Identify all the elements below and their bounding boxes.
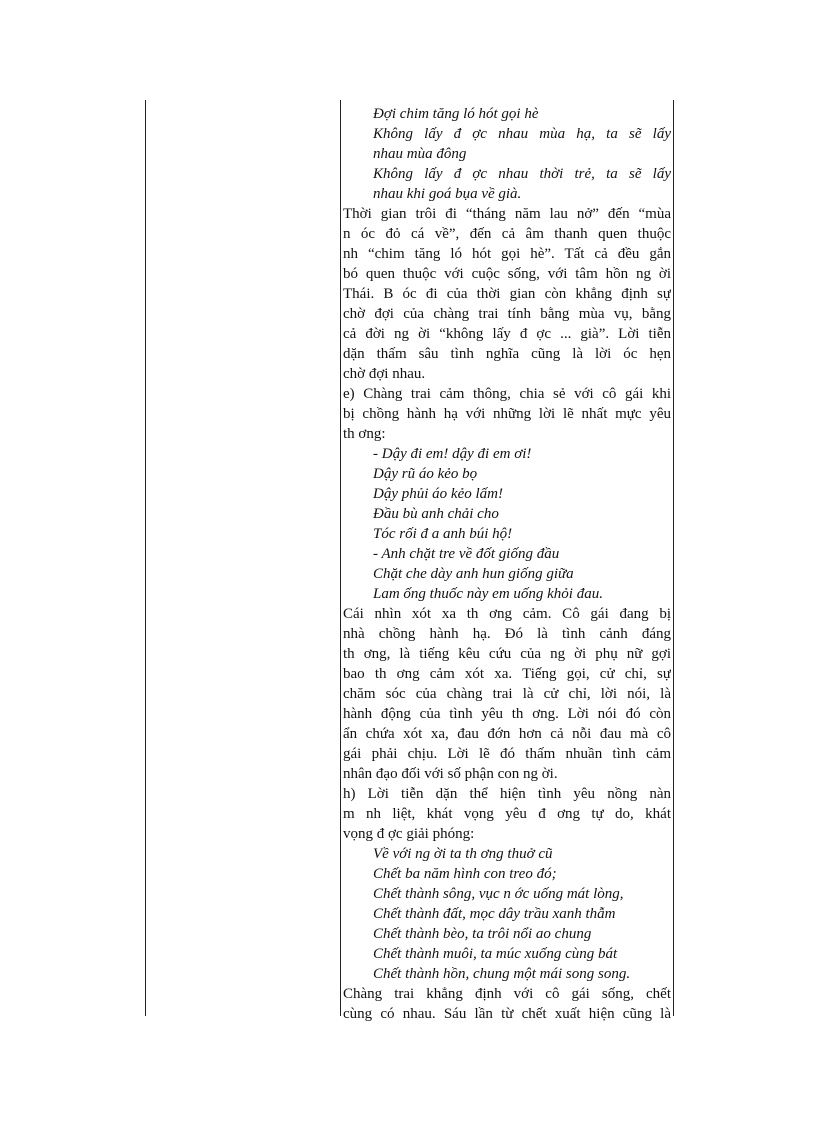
text-line: Tóc rối đ a anh búi hộ! [373, 526, 513, 542]
text-line: th ơng, là tiếng kêu cứu của ng ời phụ nữ gợi [343, 646, 671, 662]
text-line: dặn thấm sâu tình nghĩa cũng là lời óc hẹn [343, 346, 671, 362]
text-line: n óc đỏ cá về”, đến cả âm thanh quen thuộc [343, 226, 671, 242]
text-line: nh “chim tăng ló hót gọi hè”. Tất cả đều gắn [343, 246, 671, 262]
text-line: Chết thành sông, vục n ớc uống mát lòng, [373, 886, 624, 902]
text-line: Thái. B óc đi của thời gian còn khẳng định sự [343, 286, 671, 302]
text-column [343, 104, 671, 1024]
text-line: bao th ơng cảm xót xa. Tiếng gọi, cử chỉ, sự [343, 666, 671, 682]
text-line: chờ đợi nhau. [343, 366, 426, 382]
text-line: e) Chàng trai cảm thông, chia sẻ với cô gái khi [343, 386, 671, 402]
text-line: - Dậy đi em! dậy đi em ơi! [373, 446, 532, 462]
text-line: h) Lời tiễn dặn thể hiện tình yêu nồng nàn [343, 786, 671, 802]
text-line: bó quen thuộc với cuộc sống, với tâm hồn ng ời [343, 266, 671, 282]
table-border-left [145, 100, 146, 1016]
text-line: Lam ống thuốc này em uống khỏi đau. [373, 586, 603, 602]
text-line: Chết ba năm hình con treo đó; [373, 866, 557, 882]
text-line: nhau khi goá bụa về già. [373, 186, 522, 202]
text-line: m nh liệt, khát vọng yêu đ ơng tự do, khát [343, 806, 671, 822]
text-line: Chặt che dày anh hun giống giữa [373, 566, 574, 582]
text-line: vọng đ ợc giải phóng: [343, 826, 475, 842]
text-line: Chết thành muôi, ta múc xuống cùng bát [373, 946, 618, 962]
text-line: cùng có nhau. Sáu lần từ chết xuất hiện cũng là [343, 1006, 671, 1022]
text-line: Chết thành bèo, ta trôi nổi ao chung [373, 926, 592, 942]
text-line: Đầu bù anh chải cho [373, 506, 499, 522]
text-line: Dậy phủi áo kẻo lấm! [373, 486, 503, 502]
text-line: ẩn chứa xót xa, đau đớn hơn cả nỗi đau mà cô [343, 726, 671, 742]
text-line: bị chồng hành hạ với những lời lẽ nhất mực yêu [343, 406, 671, 422]
text-line: gái phải chịu. Lời lẽ đó thấm nhuần tình cảm [343, 746, 671, 762]
text-line: chờ đợi của chàng trai tính bằng mùa vụ, bằng [343, 306, 671, 322]
text-line: th ơng: [343, 426, 386, 442]
text-line: Chết thành đất, mọc dây trầu xanh thẫm [373, 906, 616, 922]
table-border-middle [340, 100, 341, 1016]
text-line: Thời gian trôi đi “tháng năm lau nở” đến “mùa [343, 206, 671, 222]
text-line: Cái nhìn xót xa th ơng cảm. Cô gái đang bị [343, 606, 671, 622]
text-line: nhau mùa đông [373, 146, 467, 162]
text-line: nhân đạo đối với số phận con ng ời. [343, 766, 558, 782]
text-line: nhà chồng hành hạ. Đó là tình cảnh đáng [343, 626, 671, 642]
text-line: Dậy rũ áo kẻo bọ [373, 466, 478, 482]
text-line: Về với ng ời ta th ơng thuở cũ [373, 846, 553, 862]
text-line: chăm sóc của chàng trai là cử chỉ, lời nói, là [343, 686, 671, 702]
text-line: cả đời ng ời “không lấy đ ợc ... già”. Lời tiễn [343, 326, 671, 342]
text-line: Chết thành hồn, chung một mái song song. [373, 966, 631, 982]
table-border-right [673, 100, 674, 1016]
text-line: - Anh chặt tre về đốt giống đầu [373, 546, 560, 562]
text-line: Không lấy đ ợc nhau mùa hạ, ta sẽ lấy [373, 126, 671, 142]
text-line: Đợi chim tăng ló hót gọi hè [373, 106, 539, 122]
text-line: Không lấy đ ợc nhau thời trẻ, ta sẽ lấy [373, 166, 671, 182]
text-line: hành động của tình yêu th ơng. Lời nói đó còn [343, 706, 671, 722]
text-line: Chàng trai khẳng định với cô gái sống, chết [343, 986, 671, 1002]
